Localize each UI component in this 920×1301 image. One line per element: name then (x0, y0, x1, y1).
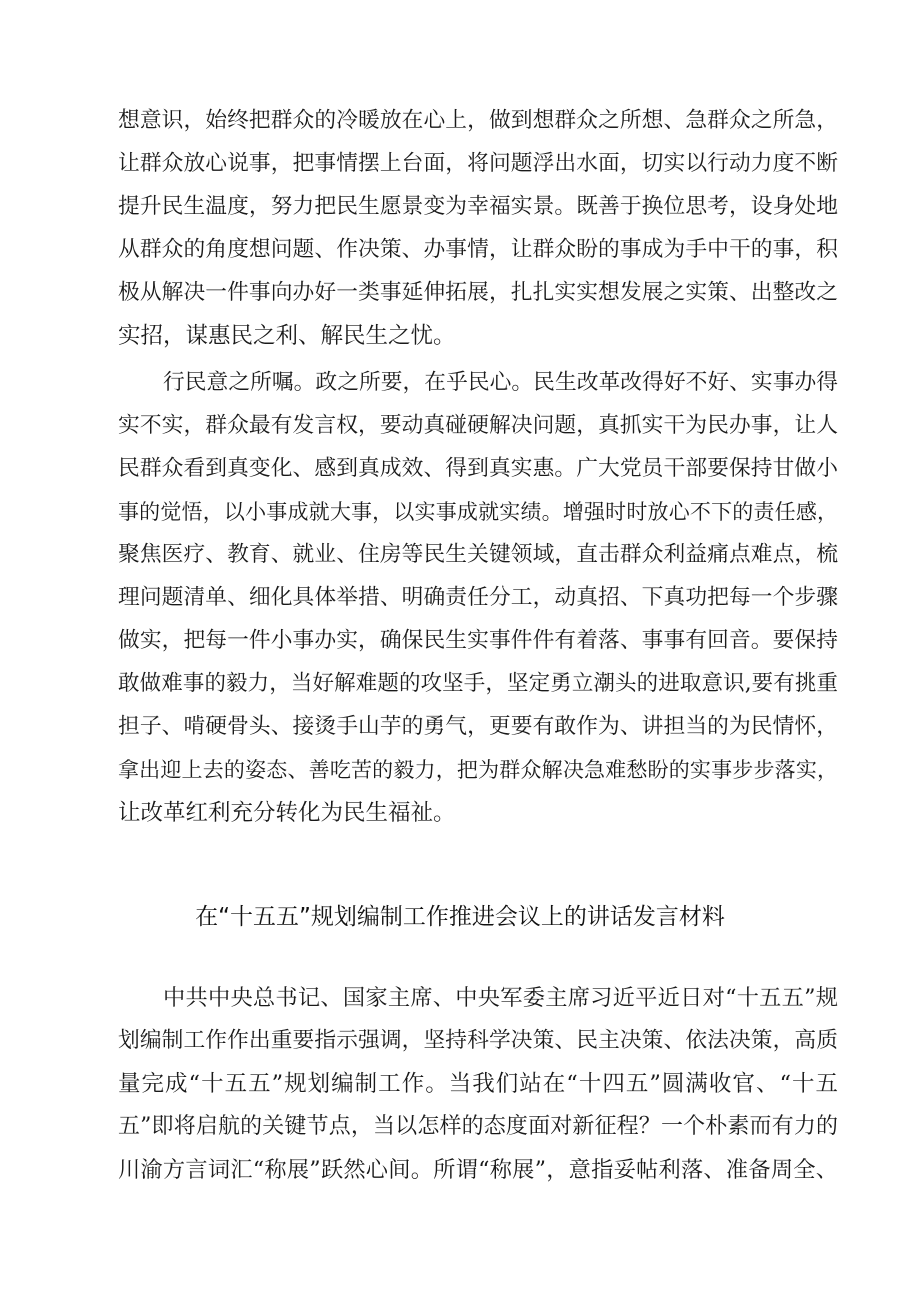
section-heading: 在“十五五”规划编制工作推进会议上的讲话发言材料 (195, 904, 725, 930)
text-line: 极从解决一件事向办好一类事延伸拓展，扎扎实实想发展之实策、出整改之 (118, 280, 838, 305)
text-line: 划编制工作作出重要指示强调，坚持科学决策、民主决策、依法决策，高质 (118, 1028, 838, 1053)
text-line: 川渝方言词汇“称展”跃然心间。所谓“称展”，意指妥帖利落、准备周全、 (118, 1157, 838, 1183)
text-line: 实不实，群众最有发言权，要动真碰硬解决问题，真抓实干为民办事，让人 (118, 413, 838, 438)
text-line: 从群众的角度想问题、作决策、办事情，让群众盼的事成为手中干的事，积 (118, 237, 838, 262)
text-line: 行民意之所嘱。政之所要，在乎民心。民生改革改得好不好、实事办得 (163, 370, 838, 395)
text-line: 聚焦医疗、教育、就业、住房等民生关键领域，直击群众利益痛点难点，梳 (118, 542, 838, 567)
text-line: 想意识，始终把群众的冷暖放在心上，做到想群众之所想、急群众之所急， (118, 108, 838, 133)
text-line: 事的觉悟，以小事成就大事，以实事成就实绩。增强时时放心不下的责任感， (118, 500, 838, 524)
text-line: 理问题清单、细化具体举措、明确责任分工，动真招、下真功把每一个步骤 (118, 585, 838, 610)
text-line: 量完成“十五五”规划编制工作。当我们站在“十四五”圆满收官、“十五 (118, 1071, 838, 1097)
text-line: 提升民生温度，努力把民生愿景变为幸福实景。既善于换位思考，设身处地 (118, 194, 838, 219)
text-line: 做实，把每一件小事办实，确保民生实事件件有着落、事事有回音。要保持 (118, 628, 838, 653)
text-line: 担子、啃硬骨头、接烫手山芋的勇气，更要有敢作为、讲担当的为民情怀， (118, 714, 838, 739)
text-line: 让群众放心说事，把事情摆上台面，将问题浮出水面，切实以行动力度不断 (118, 151, 838, 176)
text-line: 拿出迎上去的姿态、善吃苦的毅力，把为群众解决急难愁盼的实事步步落实， (118, 758, 838, 782)
text-line: 民群众看到真变化、感到真成效、得到真实惠。广大党员干部要保持甘做小 (118, 456, 838, 481)
text-line: 让改革红利充分转化为民生福祉。 (118, 800, 456, 826)
text-line: 实招，谋惠民之利、解民生之忧。 (118, 323, 456, 349)
text-line: 五”即将启航的关键节点，当以怎样的态度面对新征程？一个朴素而有力的 (118, 1114, 838, 1139)
text-line: 中共中央总书记、国家主席、中央军委主席习近平近日对“十五五”规 (163, 985, 838, 1011)
text-line: 敢做难事的毅力，当好解难题的攻坚手，坚定勇立潮头的进取意识,要有挑重 (118, 671, 838, 696)
